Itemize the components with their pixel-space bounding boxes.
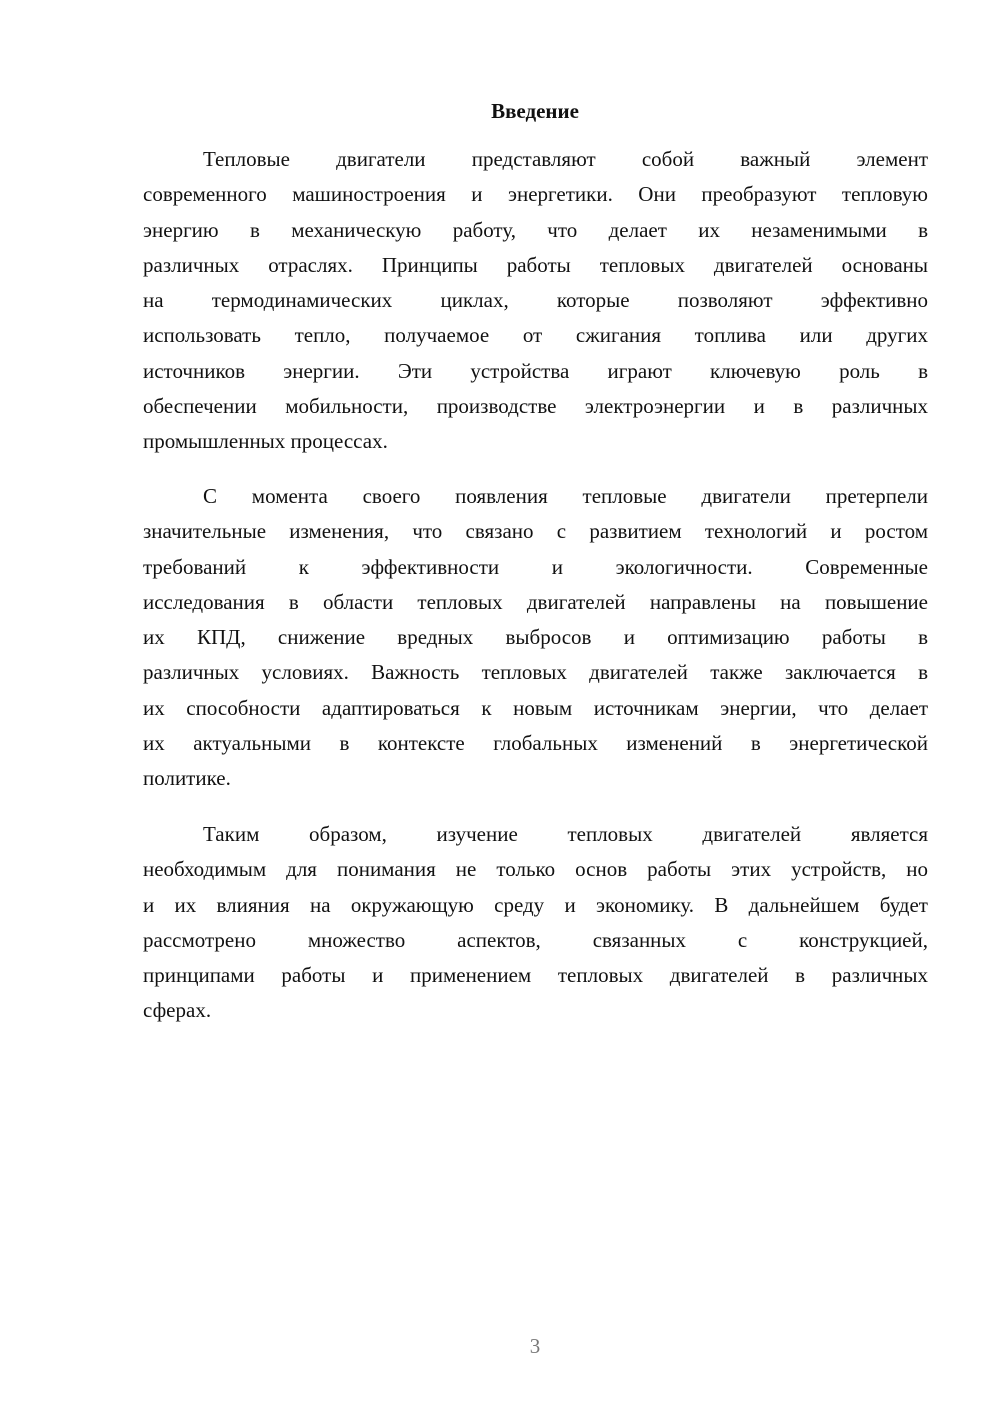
- text-line: на термодинамических циклах, которые позволяют эффективно: [143, 288, 928, 313]
- text-line: рассмотрено множество аспектов, связанных с конструкцией,: [143, 927, 928, 952]
- text-line: С момента своего появления тепловые двигатели претерпели: [203, 484, 928, 508]
- paragraph: [143, 479, 928, 797]
- page-number: 3: [529, 1334, 541, 1358]
- text-line: различных отраслях. Принципы работы тепловых двигателей основаны: [143, 252, 928, 277]
- text-line: их способности адаптироваться к новым источникам энергии, что делает: [143, 695, 928, 720]
- text-line: исследования в области тепловых двигателей направлены на повышение: [143, 589, 928, 614]
- text-line: значительные изменения, что связано с развитием технологий и ростом: [143, 519, 928, 544]
- paragraph: [143, 142, 928, 460]
- text-line: и их влияния на окружающую среду и экономику. В дальнейшем будет: [143, 892, 928, 917]
- text-line: принципами работы и применением тепловых двигателей в различных: [143, 963, 928, 988]
- text-line: источников энергии. Эти устройства играют ключевую роль в: [143, 358, 928, 383]
- paragraph: [143, 817, 928, 1029]
- text-line: Тепловые двигатели представляют собой важный элемент: [203, 147, 928, 171]
- text-line: энергию в механическую работу, что делает их незаменимыми в: [143, 217, 928, 242]
- text-line: их КПД, снижение вредных выбросов и оптимизацию работы в: [143, 625, 928, 650]
- text-line: необходимым для понимания не только основ работы этих устройств, но: [143, 857, 928, 882]
- text-line: обеспечении мобильности, производстве электроэнергии и в различных: [143, 394, 928, 419]
- page-title: Введение: [491, 99, 579, 123]
- text-line: требований к эффективности и экологичности. Современные: [143, 554, 928, 579]
- text-line: Таким образом, изучение тепловых двигателей является: [203, 822, 928, 846]
- text-line: современного машиностроения и энергетики. Они преобразуют тепловую: [143, 182, 928, 207]
- text-line: использовать тепло, получаемое от сжигания топлива или других: [143, 323, 928, 348]
- text-line: различных условиях. Важность тепловых двигателей также заключается в: [143, 660, 928, 685]
- text-line: сферах.: [143, 998, 212, 1023]
- text-line: политике.: [143, 766, 231, 791]
- text-line: их актуальными в контексте глобальных изменений в энергетической: [143, 731, 928, 756]
- text-line: промышленных процессах.: [143, 429, 388, 454]
